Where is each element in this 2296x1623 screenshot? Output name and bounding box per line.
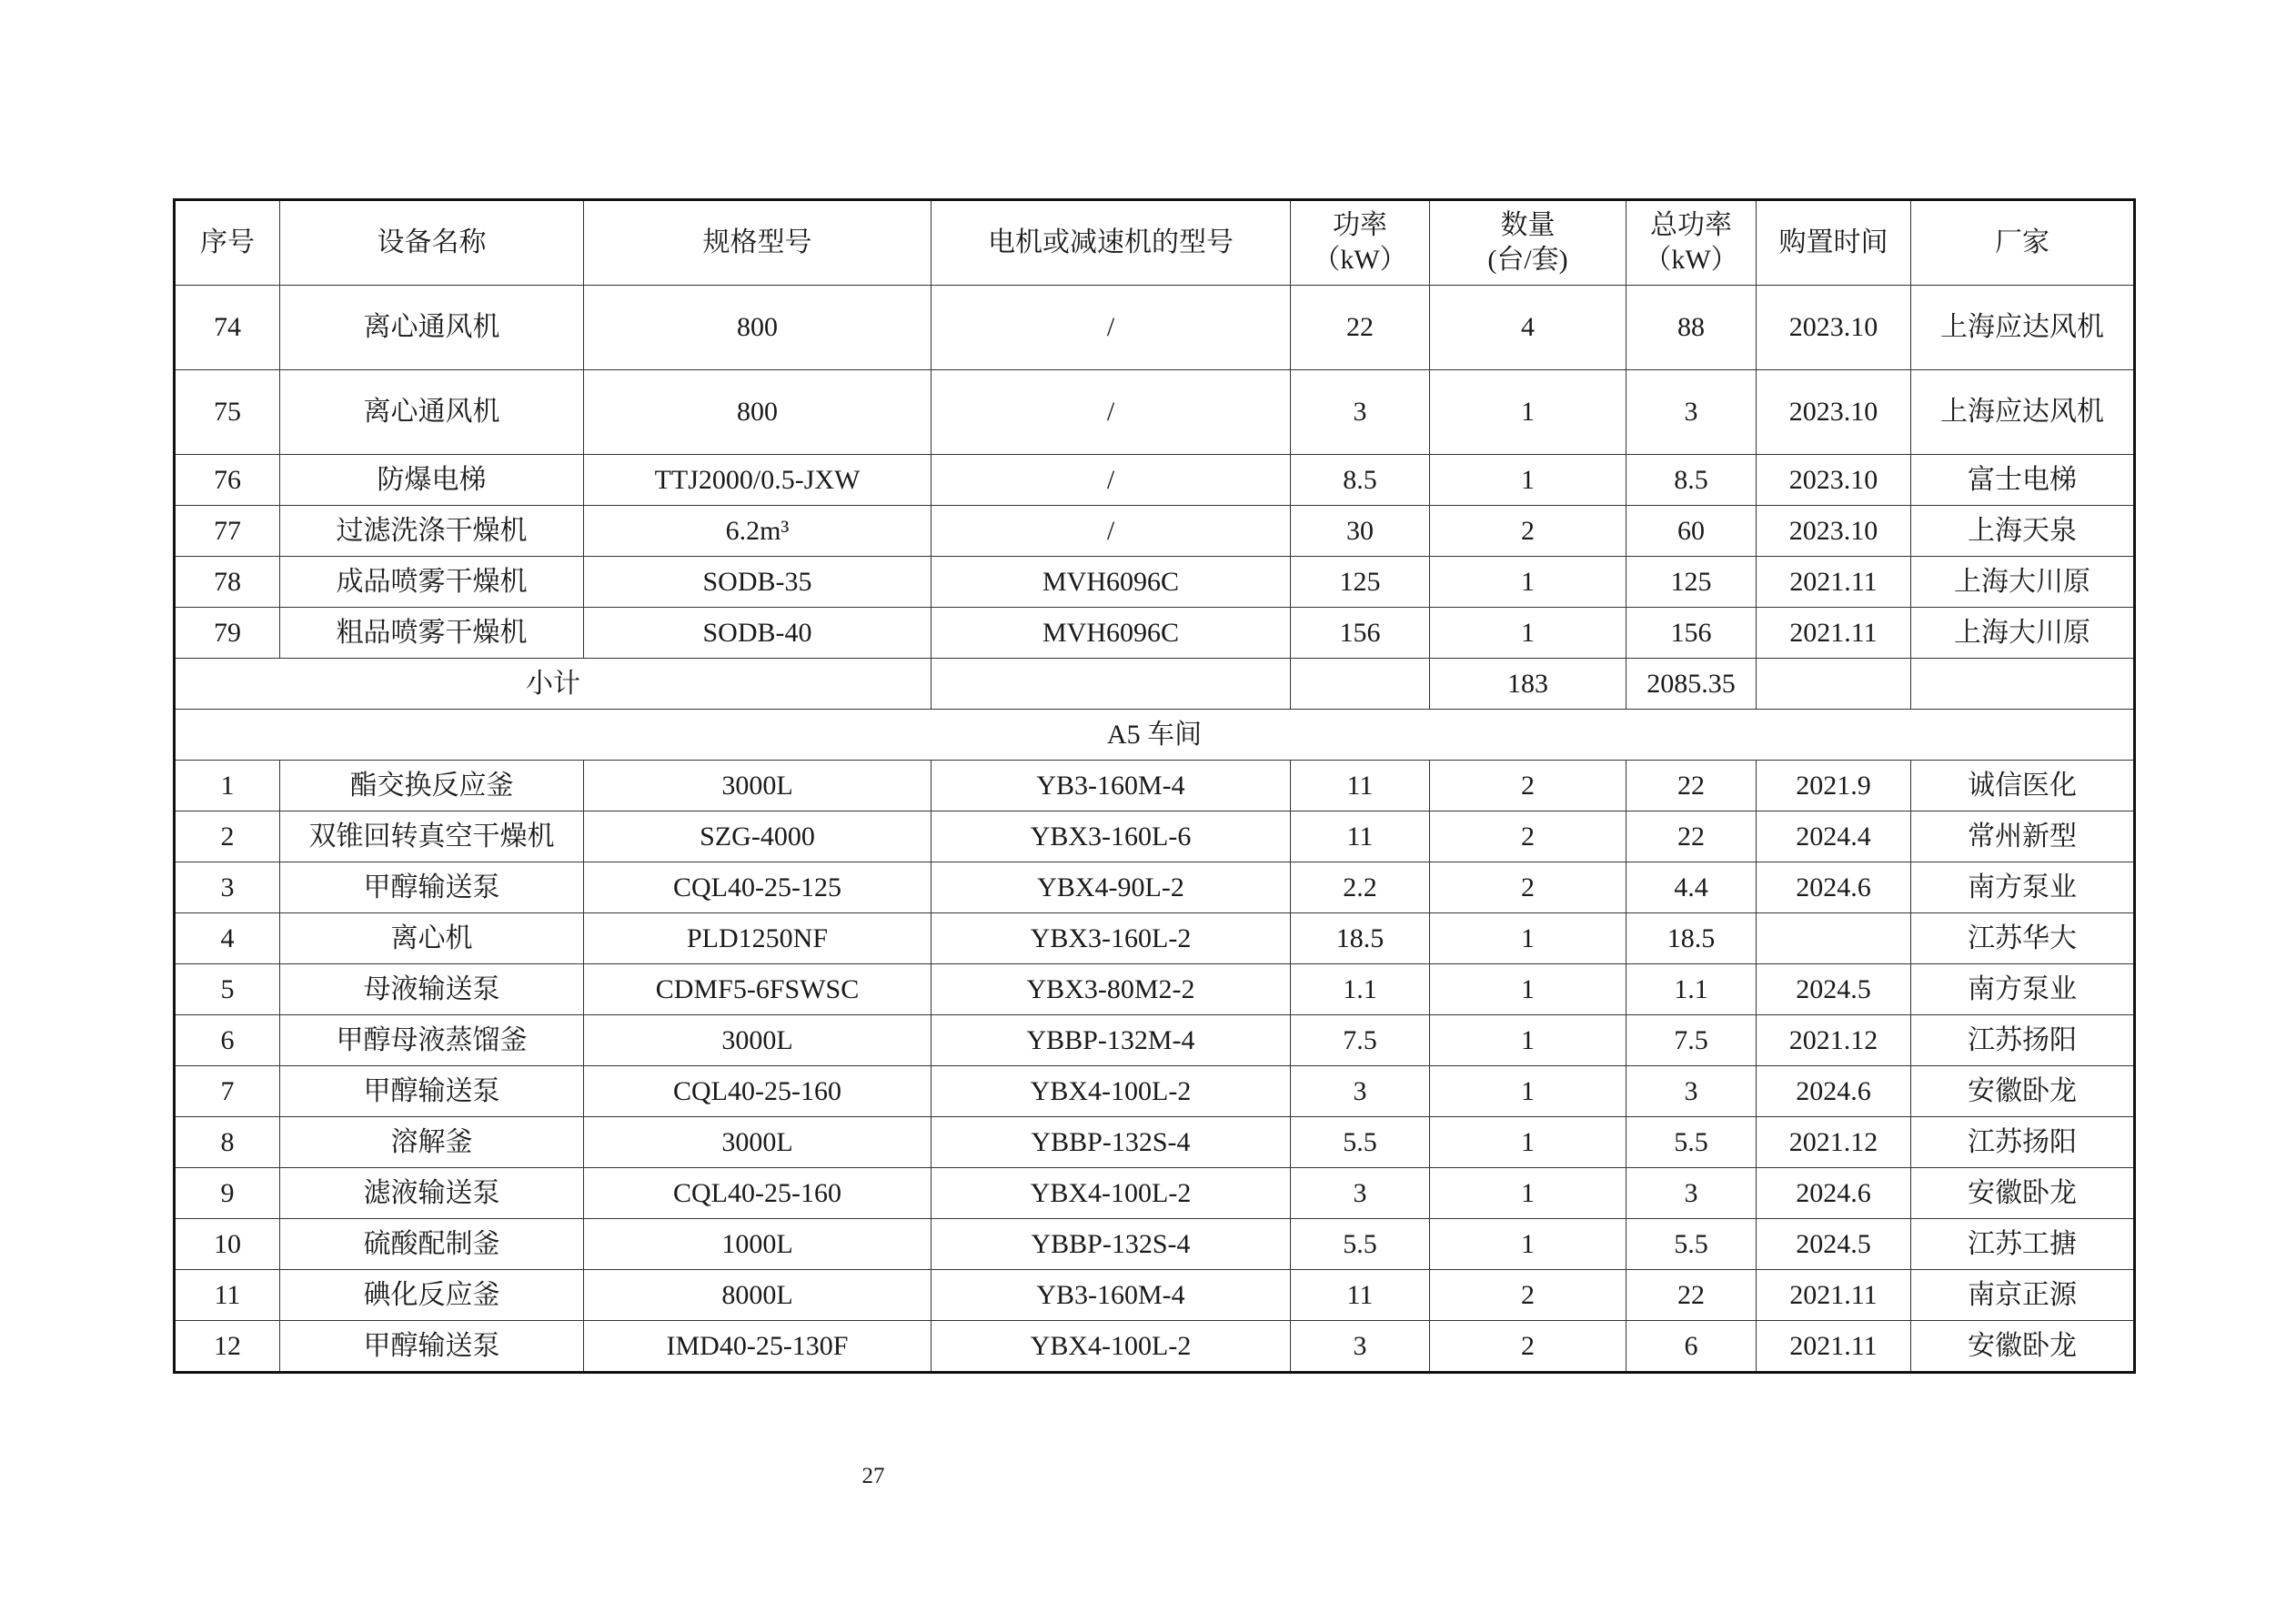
table-row xyxy=(175,1168,2135,1219)
cell-quantity: 1 xyxy=(1430,370,1626,455)
cell-quantity: 2 xyxy=(1430,812,1626,862)
cell-total-power: 18.5 xyxy=(1626,913,1757,964)
cell-total-power: 88 xyxy=(1626,286,1757,370)
cell-spec-model: TTJ2000/0.5-JXW xyxy=(584,455,931,506)
cell-manufacturer: 常州新型 xyxy=(1911,812,2135,862)
cell-index: 1 xyxy=(175,761,280,812)
cell-index: 9 xyxy=(175,1168,280,1219)
table-row xyxy=(175,812,2135,862)
cell-equipment-name: 离心机 xyxy=(280,913,584,964)
cell-manufacturer: 江苏华大 xyxy=(1911,913,2135,964)
cell-purchase-time: 2021.11 xyxy=(1757,1270,1911,1321)
cell-quantity: 1 xyxy=(1430,608,1626,659)
cell-total-power: 3 xyxy=(1626,1066,1757,1117)
cell-quantity: 1 xyxy=(1430,557,1626,608)
subtotal-row xyxy=(175,659,2135,710)
cell-quantity: 1 xyxy=(1430,964,1626,1015)
cell-index: 4 xyxy=(175,913,280,964)
table-header xyxy=(175,200,2135,286)
subtotal-total-power: 2085.35 xyxy=(1626,659,1757,710)
cell-power: 125 xyxy=(1291,557,1430,608)
subtotal-label: 小计 xyxy=(175,659,931,710)
cell-manufacturer: 上海应达风机 xyxy=(1911,286,2135,370)
header-spec-model: 规格型号 xyxy=(584,200,931,286)
cell-equipment-name: 双锥回转真空干燥机 xyxy=(280,812,584,862)
cell-equipment-name: 甲醇输送泵 xyxy=(280,862,584,913)
header-index: 序号 xyxy=(175,200,280,286)
cell-purchase-time: 2024.6 xyxy=(1757,1066,1911,1117)
cell-manufacturer: 安徽卧龙 xyxy=(1911,1321,2135,1373)
table-row xyxy=(175,1015,2135,1066)
cell-equipment-name: 甲醇输送泵 xyxy=(280,1066,584,1117)
cell-motor-model: YBX3-160L-2 xyxy=(931,913,1291,964)
cell-motor-model: YBX4-90L-2 xyxy=(931,862,1291,913)
cell-spec-model: CQL40-25-125 xyxy=(584,862,931,913)
header-total-power xyxy=(1626,200,1757,286)
table-row xyxy=(175,1117,2135,1168)
cell-equipment-name: 滤液输送泵 xyxy=(280,1168,584,1219)
cell-quantity: 2 xyxy=(1430,1270,1626,1321)
table-row xyxy=(175,608,2135,659)
cell-spec-model: SZG-4000 xyxy=(584,812,931,862)
cell-purchase-time: 2021.12 xyxy=(1757,1015,1911,1066)
cell-power: 22 xyxy=(1291,286,1430,370)
cell-index: 78 xyxy=(175,557,280,608)
cell-manufacturer: 安徽卧龙 xyxy=(1911,1168,2135,1219)
cell-equipment-name: 离心通风机 xyxy=(280,286,584,370)
cell-total-power: 7.5 xyxy=(1626,1015,1757,1066)
cell-index: 5 xyxy=(175,964,280,1015)
cell-equipment-name: 防爆电梯 xyxy=(280,455,584,506)
cell-manufacturer: 江苏扬阳 xyxy=(1911,1117,2135,1168)
cell-motor-model: YBBP-132M-4 xyxy=(931,1015,1291,1066)
cell-equipment-name: 碘化反应釜 xyxy=(280,1270,584,1321)
cell-motor-model: YB3-160M-4 xyxy=(931,1270,1291,1321)
cell-power: 11 xyxy=(1291,1270,1430,1321)
cell-motor-model: / xyxy=(931,506,1291,557)
cell-purchase-time: 2023.10 xyxy=(1757,370,1911,455)
cell-equipment-name: 溶解釜 xyxy=(280,1117,584,1168)
cell-manufacturer: 江苏工搪 xyxy=(1911,1219,2135,1270)
table-row xyxy=(175,964,2135,1015)
cell-motor-model: YBX4-100L-2 xyxy=(931,1066,1291,1117)
cell-equipment-name: 甲醇母液蒸馏釜 xyxy=(280,1015,584,1066)
cell-power: 3 xyxy=(1291,1066,1430,1117)
header-equipment-name: 设备名称 xyxy=(280,200,584,286)
cell-index: 8 xyxy=(175,1117,280,1168)
cell-manufacturer: 上海大川原 xyxy=(1911,608,2135,659)
cell-purchase-time: 2023.10 xyxy=(1757,286,1911,370)
cell-index: 6 xyxy=(175,1015,280,1066)
cell-motor-model: YBX4-100L-2 xyxy=(931,1321,1291,1373)
cell-motor-model: YBX3-80M2-2 xyxy=(931,964,1291,1015)
cell-motor-model: MVH6096C xyxy=(931,557,1291,608)
cell-manufacturer: 上海大川原 xyxy=(1911,557,2135,608)
cell-quantity: 2 xyxy=(1430,862,1626,913)
cell-quantity: 4 xyxy=(1430,286,1626,370)
cell-manufacturer: 南方泵业 xyxy=(1911,862,2135,913)
cell-motor-model: YBBP-132S-4 xyxy=(931,1219,1291,1270)
cell-index: 7 xyxy=(175,1066,280,1117)
cell-purchase-time: 2021.11 xyxy=(1757,557,1911,608)
table-row xyxy=(175,455,2135,506)
cell-quantity: 2 xyxy=(1430,761,1626,812)
header-total-power-line1: 总功率 xyxy=(1650,209,1732,240)
section-title: A5 车间 xyxy=(175,710,2135,761)
cell-motor-model: / xyxy=(931,370,1291,455)
table-row xyxy=(175,913,2135,964)
cell-quantity: 1 xyxy=(1430,1168,1626,1219)
header-quantity-line1: 数量 xyxy=(1500,209,1556,240)
cell-equipment-name: 酯交换反应釜 xyxy=(280,761,584,812)
cell-power: 1.1 xyxy=(1291,964,1430,1015)
cell-purchase-time: 2024.6 xyxy=(1757,862,1911,913)
cell-manufacturer: 富士电梯 xyxy=(1911,455,2135,506)
cell-spec-model: 6.2m³ xyxy=(584,506,931,557)
cell-power: 7.5 xyxy=(1291,1015,1430,1066)
cell-spec-model: SODB-40 xyxy=(584,608,931,659)
cell-power: 11 xyxy=(1291,761,1430,812)
cell-index: 77 xyxy=(175,506,280,557)
header-power xyxy=(1291,200,1430,286)
page-number: 27 xyxy=(861,1464,885,1488)
header-motor-model: 电机或减速机的型号 xyxy=(931,200,1291,286)
cell-motor-model: / xyxy=(931,286,1291,370)
cell-purchase-time: 2021.9 xyxy=(1757,761,1911,812)
cell-power: 18.5 xyxy=(1291,913,1430,964)
table-row xyxy=(175,370,2135,455)
subtotal-empty-cell xyxy=(1757,659,1911,710)
cell-purchase-time: 2024.4 xyxy=(1757,812,1911,862)
table-row xyxy=(175,761,2135,812)
cell-spec-model: 3000L xyxy=(584,1015,931,1066)
cell-purchase-time: 2023.10 xyxy=(1757,455,1911,506)
cell-index: 11 xyxy=(175,1270,280,1321)
header-power-line1: 功率 xyxy=(1333,209,1387,240)
subtotal-empty-cell xyxy=(1911,659,2135,710)
header-purchase-time: 购置时间 xyxy=(1757,200,1911,286)
equipment-table xyxy=(173,198,2136,1374)
cell-purchase-time: 2023.10 xyxy=(1757,506,1911,557)
subtotal-quantity: 183 xyxy=(1430,659,1626,710)
cell-total-power: 22 xyxy=(1626,812,1757,862)
subtotal-empty-cell xyxy=(931,659,1291,710)
cell-total-power: 6 xyxy=(1626,1321,1757,1373)
header-manufacturer: 厂家 xyxy=(1911,200,2135,286)
cell-index: 12 xyxy=(175,1321,280,1373)
cell-spec-model: 800 xyxy=(584,370,931,455)
cell-total-power: 4.4 xyxy=(1626,862,1757,913)
cell-index: 10 xyxy=(175,1219,280,1270)
cell-purchase-time: 2021.11 xyxy=(1757,1321,1911,1373)
equipment-table-container xyxy=(173,198,2133,1374)
table-row xyxy=(175,557,2135,608)
cell-power: 30 xyxy=(1291,506,1430,557)
cell-power: 3 xyxy=(1291,370,1430,455)
cell-manufacturer: 诚信医化 xyxy=(1911,761,2135,812)
cell-purchase-time: 2024.5 xyxy=(1757,964,1911,1015)
cell-total-power: 5.5 xyxy=(1626,1117,1757,1168)
cell-spec-model: SODB-35 xyxy=(584,557,931,608)
cell-manufacturer: 南方泵业 xyxy=(1911,964,2135,1015)
header-quantity xyxy=(1430,200,1626,286)
cell-total-power: 125 xyxy=(1626,557,1757,608)
cell-power: 3 xyxy=(1291,1168,1430,1219)
cell-quantity: 1 xyxy=(1430,1066,1626,1117)
cell-motor-model: YBBP-132S-4 xyxy=(931,1117,1291,1168)
cell-quantity: 2 xyxy=(1430,506,1626,557)
cell-equipment-name: 硫酸配制釜 xyxy=(280,1219,584,1270)
cell-total-power: 3 xyxy=(1626,1168,1757,1219)
cell-purchase-time: 2021.12 xyxy=(1757,1117,1911,1168)
header-total-power-line2: （kW） xyxy=(1644,245,1738,275)
section-row xyxy=(175,710,2135,761)
cell-quantity: 1 xyxy=(1430,1219,1626,1270)
cell-equipment-name: 离心通风机 xyxy=(280,370,584,455)
cell-equipment-name: 成品喷雾干燥机 xyxy=(280,557,584,608)
header-quantity-line2: (台/套) xyxy=(1487,245,1568,275)
cell-equipment-name: 粗品喷雾干燥机 xyxy=(280,608,584,659)
cell-motor-model: YBX4-100L-2 xyxy=(931,1168,1291,1219)
cell-quantity: 1 xyxy=(1430,913,1626,964)
cell-index: 74 xyxy=(175,286,280,370)
table-body xyxy=(175,286,2135,1373)
cell-motor-model: YB3-160M-4 xyxy=(931,761,1291,812)
cell-motor-model: MVH6096C xyxy=(931,608,1291,659)
cell-purchase-time xyxy=(1757,913,1911,964)
cell-manufacturer: 上海天泉 xyxy=(1911,506,2135,557)
cell-power: 8.5 xyxy=(1291,455,1430,506)
cell-total-power: 3 xyxy=(1626,370,1757,455)
cell-equipment-name: 甲醇输送泵 xyxy=(280,1321,584,1373)
cell-index: 75 xyxy=(175,370,280,455)
cell-equipment-name: 过滤洗涤干燥机 xyxy=(280,506,584,557)
cell-total-power: 156 xyxy=(1626,608,1757,659)
table-row xyxy=(175,1270,2135,1321)
cell-manufacturer: 安徽卧龙 xyxy=(1911,1066,2135,1117)
cell-index: 79 xyxy=(175,608,280,659)
cell-motor-model: / xyxy=(931,455,1291,506)
header-row xyxy=(175,200,2135,286)
table-row xyxy=(175,286,2135,370)
cell-power: 5.5 xyxy=(1291,1219,1430,1270)
cell-spec-model: 8000L xyxy=(584,1270,931,1321)
cell-spec-model: 3000L xyxy=(584,761,931,812)
cell-power: 5.5 xyxy=(1291,1117,1430,1168)
table-row xyxy=(175,1321,2135,1373)
cell-power: 11 xyxy=(1291,812,1430,862)
cell-motor-model: YBX3-160L-6 xyxy=(931,812,1291,862)
cell-purchase-time: 2024.5 xyxy=(1757,1219,1911,1270)
cell-index: 76 xyxy=(175,455,280,506)
subtotal-empty-cell xyxy=(1291,659,1430,710)
table-row xyxy=(175,1219,2135,1270)
header-power-line2: （kW） xyxy=(1313,245,1407,275)
cell-total-power: 1.1 xyxy=(1626,964,1757,1015)
cell-spec-model: CQL40-25-160 xyxy=(584,1168,931,1219)
cell-power: 3 xyxy=(1291,1321,1430,1373)
cell-spec-model: PLD1250NF xyxy=(584,913,931,964)
cell-spec-model: 3000L xyxy=(584,1117,931,1168)
cell-quantity: 2 xyxy=(1430,1321,1626,1373)
cell-spec-model: 800 xyxy=(584,286,931,370)
cell-spec-model: 1000L xyxy=(584,1219,931,1270)
cell-index: 3 xyxy=(175,862,280,913)
cell-quantity: 1 xyxy=(1430,1117,1626,1168)
cell-purchase-time: 2021.11 xyxy=(1757,608,1911,659)
cell-total-power: 60 xyxy=(1626,506,1757,557)
cell-total-power: 8.5 xyxy=(1626,455,1757,506)
cell-spec-model: CDMF5-6FSWSC xyxy=(584,964,931,1015)
cell-manufacturer: 上海应达风机 xyxy=(1911,370,2135,455)
cell-spec-model: CQL40-25-160 xyxy=(584,1066,931,1117)
cell-purchase-time: 2024.6 xyxy=(1757,1168,1911,1219)
cell-total-power: 5.5 xyxy=(1626,1219,1757,1270)
cell-equipment-name: 母液输送泵 xyxy=(280,964,584,1015)
cell-spec-model: IMD40-25-130F xyxy=(584,1321,931,1373)
cell-quantity: 1 xyxy=(1430,455,1626,506)
cell-index: 2 xyxy=(175,812,280,862)
cell-total-power: 22 xyxy=(1626,1270,1757,1321)
table-row xyxy=(175,1066,2135,1117)
cell-total-power: 22 xyxy=(1626,761,1757,812)
cell-quantity: 1 xyxy=(1430,1015,1626,1066)
cell-power: 156 xyxy=(1291,608,1430,659)
cell-power: 2.2 xyxy=(1291,862,1430,913)
table-row xyxy=(175,506,2135,557)
cell-manufacturer: 江苏扬阳 xyxy=(1911,1015,2135,1066)
table-row xyxy=(175,862,2135,913)
cell-manufacturer: 南京正源 xyxy=(1911,1270,2135,1321)
